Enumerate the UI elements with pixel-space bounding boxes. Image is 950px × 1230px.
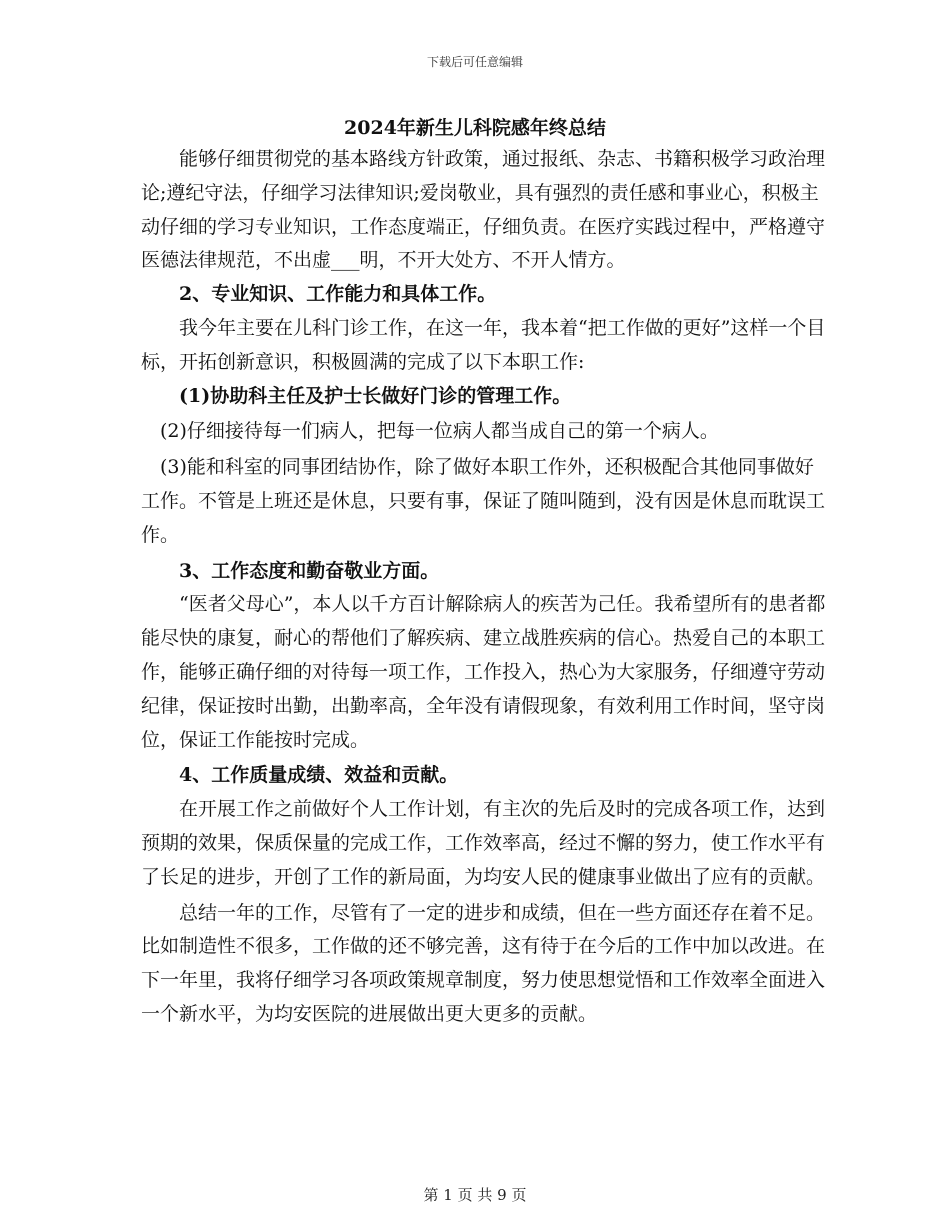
page-title: 2024年新生儿科院感年终总结 (344, 117, 606, 139)
paragraph-quality: 在开展工作之前做好个人工作计划，有主次的先后及时的完成各项工作，达到预期的效果，保质保量的完成工作，工作效率高，经过不懈的努力，使工作水平有了长足的进步，开创了工作的新局面，为均安人民的健康事业做出了应有的贡献。 (141, 798, 826, 888)
list-item-1: (1)协助科主任及护士长做好门诊的管理工作。 (179, 384, 572, 407)
section-heading-4: 4、工作质量成绩、效益和贡献。 (179, 764, 459, 787)
section-heading-3: 3、工作态度和勤奋敬业方面。 (179, 559, 440, 582)
list-item-3: (3)能和科室的同事团结协作，除了做好本职工作外，还积极配合其他同事做好工作。不管是上班还是休息，只要有事，保证了随叫随到，没有因是休息而耽误工作。 (141, 456, 826, 546)
list-item-2: (2)仔细接待每一们病人，把每一位病人都当成自己的第一个病人。 (160, 420, 719, 443)
section-heading-2: 2、专业知识、工作能力和具体工作。 (179, 283, 497, 306)
header-note: 下载后可任意编辑 (426, 55, 523, 69)
paragraph-intro: 能够仔细贯彻党的基本路线方针政策，通过报纸、杂志、书籍积极学习政治理论;遵纪守法，仔细学习法律知识;爱岗敬业，具有强烈的责任感和事业心，积极主动仔细的学习专业知识，工作态度端正，仔细负责。在医疗实践过程中，严格遵守医德法律规范，不出虚___明，不开大处方、不开人情方。 (141, 148, 826, 272)
paragraph-summary: 总结一年的工作，尽管有了一定的进步和成绩，但在一些方面还存在着不足。比如制造性不很多，工作做的还不够完善，这有待于在今后的工作中加以改进。在下一年里，我将仔细学习各项政策规章制度，努力使思想觉悟和工作效率全面进入一个新水平，为均安医院的进展做出更大更多的贡献。 (141, 901, 826, 1025)
document-body (141, 143, 831, 1032)
paragraph-work: 我今年主要在儿科门诊工作，在这一年，我本着“把工作做的更好”这样一个目标，开拓创新意识，积极圆满的完成了以下本职工作: (141, 316, 826, 373)
page-number: 第 1 页 共 9 页 (423, 1186, 527, 1204)
paragraph-attitude: “医者父母心”，本人以千方百计解除病人的疾苦为己任。我希望所有的患者都能尽快的康复，耐心的帮他们了解疾病、建立战胜疾病的信心。热爱自己的本职工作，能够正确仔细的对待每一项工作，工作投入，热心为大家服务，仔细遵守劳动纪律，保证按时出勤，出勤率高，全年没有请假现象，有效利用工作时间，坚守岗位，保证工作能按时完成。 (141, 593, 826, 751)
